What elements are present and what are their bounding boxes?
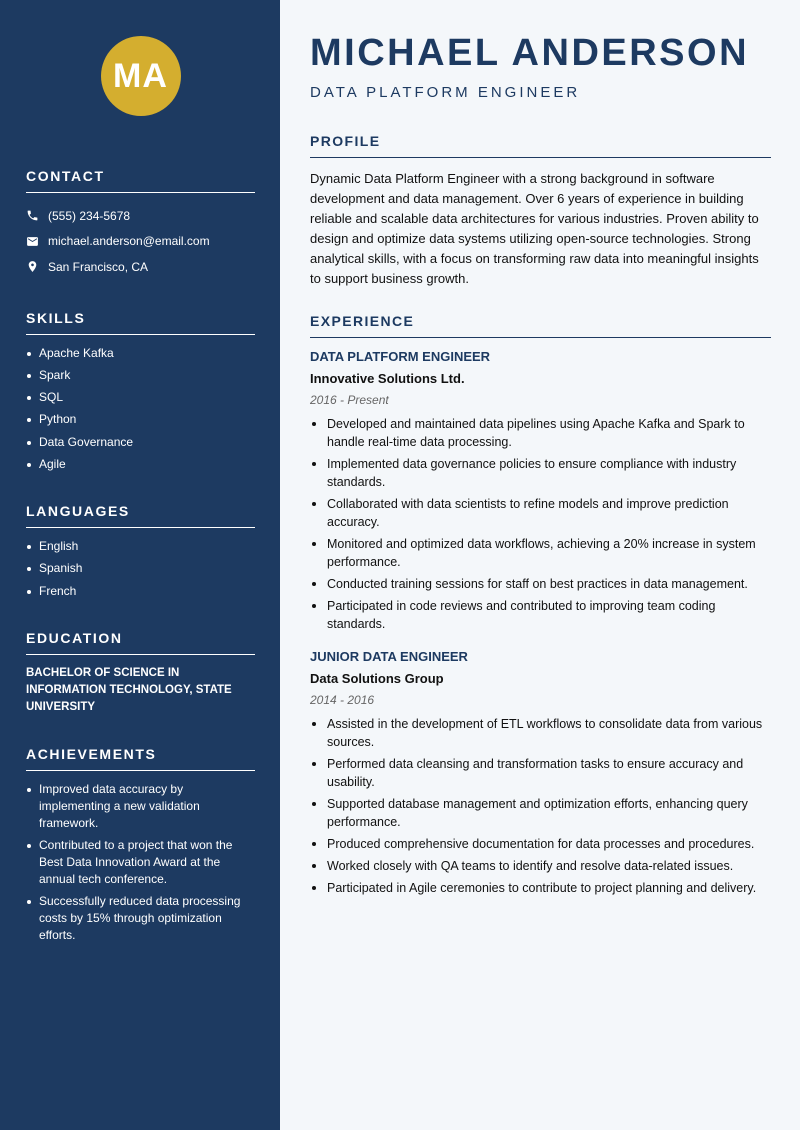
company-name: Data Solutions Group <box>310 671 444 686</box>
skill-item: SQL <box>26 389 255 406</box>
job-bullet: Participated in code reviews and contributed to improving team coding standards. <box>310 597 771 633</box>
candidate-name: MICHAEL ANDERSON <box>310 32 750 74</box>
achievement-item: Contributed to a project that won the Best Data Innovation Award at the annual tech conference. <box>26 837 255 888</box>
languages-section <box>26 503 255 600</box>
job-entry <box>310 649 771 897</box>
languages-list <box>26 538 255 600</box>
company-name: Innovative Solutions Ltd. <box>310 371 465 386</box>
experience-heading: EXPERIENCE <box>310 313 771 338</box>
contact-location <box>26 254 255 280</box>
job-bullet: Performed data cleansing and transformation tasks to ensure accuracy and usability. <box>310 755 771 791</box>
contact-heading: CONTACT <box>26 168 255 193</box>
job-title-header: DATA PLATFORM ENGINEER <box>310 84 581 101</box>
achievements-section <box>26 746 255 944</box>
job-bullet: Conducted training sessions for staff on best practices in data management. <box>310 575 771 593</box>
job-bullet: Collaborated with data scientists to refine models and improve prediction accuracy. <box>310 495 771 531</box>
contact-phone <box>26 203 255 229</box>
achievements-heading: ACHIEVEMENTS <box>26 746 255 771</box>
achievement-item: Improved data accuracy by implementing a new validation framework. <box>26 781 255 832</box>
job-bullets <box>310 715 771 897</box>
achievement-item: Successfully reduced data processing costs by 15% through optimization efforts. <box>26 893 255 944</box>
education-section <box>26 630 255 716</box>
profile-text: Dynamic Data Platform Engineer with a strong background in software development and data management. Over 6 years of experience in building reliable and scalable data architectures for various industries. Proven ability to design and optimize data systems utilizing open-source technologies. Strong analytical skills, with a focus on transforming raw data into meaningful insights to support business growth. <box>310 171 759 286</box>
language-item: French <box>26 583 255 600</box>
job-entry <box>310 349 771 633</box>
location-text: San Francisco, CA <box>48 259 149 274</box>
job-bullet: Produced comprehensive documentation for data processes and procedures. <box>310 835 771 853</box>
email-icon <box>26 235 39 248</box>
job-title: JUNIOR DATA ENGINEER <box>310 649 468 664</box>
skills-list <box>26 345 255 473</box>
job-bullet: Developed and maintained data pipelines using Apache Kafka and Spark to handle real-time data processing. <box>310 415 771 451</box>
job-bullet: Monitored and optimized data workflows, achieving a 20% increase in system performance. <box>310 535 771 571</box>
skill-item: Spark <box>26 367 255 384</box>
languages-heading: LANGUAGES <box>26 503 255 528</box>
achievements-list <box>26 781 255 944</box>
language-item: Spanish <box>26 560 255 577</box>
skills-heading: SKILLS <box>26 310 255 335</box>
job-bullet: Supported database management and optimization efforts, enhancing query performance. <box>310 795 771 831</box>
language-item: English <box>26 538 255 555</box>
job-bullets <box>310 415 771 633</box>
location-pin-icon <box>26 260 39 273</box>
job-title: DATA PLATFORM ENGINEER <box>310 349 491 364</box>
skills-section <box>26 310 255 473</box>
job-bullet: Assisted in the development of ETL workflows to consolidate data from various sources. <box>310 715 771 751</box>
job-bullet: Participated in Agile ceremonies to contribute to project planning and delivery. <box>310 879 771 897</box>
main-content <box>280 0 800 1130</box>
skill-item: Agile <box>26 456 255 473</box>
profile-section <box>310 133 771 289</box>
contact-section <box>26 168 255 280</box>
job-dates: 2014 - 2016 <box>310 693 375 707</box>
profile-heading: PROFILE <box>310 133 771 158</box>
email-text[interactable]: michael.anderson@email.com <box>48 234 210 249</box>
job-bullet: Worked closely with QA teams to identify and resolve data-related issues. <box>310 857 771 875</box>
job-dates: 2016 - Present <box>310 393 389 407</box>
phone-text: (555) 234-5678 <box>48 208 131 223</box>
avatar <box>101 36 181 116</box>
education-heading: EDUCATION <box>26 630 255 655</box>
job-bullet: Implemented data governance policies to ensure compliance with industry standards. <box>310 455 771 491</box>
education-degree: BACHELOR OF SCIENCE IN INFORMATION TECHNOLOGY, STATE UNIVERSITY <box>26 666 232 713</box>
sidebar <box>0 0 280 1130</box>
contact-email <box>26 229 255 255</box>
avatar-initials: MA <box>113 56 168 95</box>
skill-item: Python <box>26 411 255 428</box>
phone-icon <box>26 209 39 222</box>
skill-item: Apache Kafka <box>26 345 255 362</box>
experience-section <box>310 313 771 897</box>
skill-item: Data Governance <box>26 434 255 451</box>
